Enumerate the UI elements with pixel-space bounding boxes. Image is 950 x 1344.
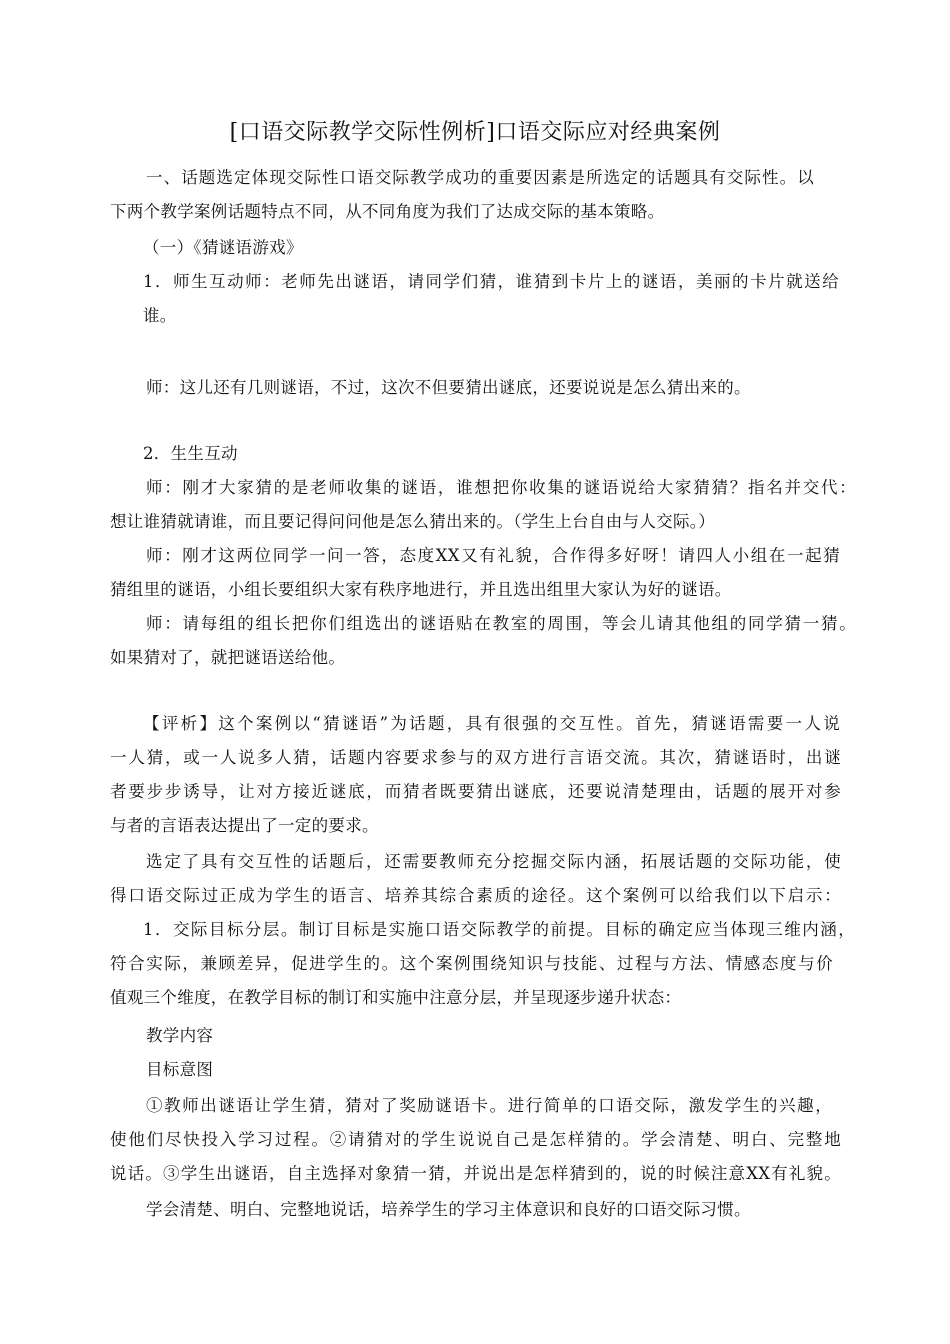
paragraph-line: 师：这儿还有几则谜语，不过，这次不但要猜出谜底，还要说说是怎么猜出来的。 bbox=[146, 378, 751, 397]
paragraph-line: 师：刚才这两位同学一问一答，态度XX又有礼貌，合作得多好呀！请四人小组在一起猜 bbox=[146, 546, 840, 565]
table-heading: 目标意图 bbox=[146, 1060, 214, 1079]
paragraph-line: 学会清楚、明白、完整地说话，培养学生的学习主体意识和良好的口语交际习惯。 bbox=[146, 1200, 751, 1219]
paragraph-line: 1．交际目标分层。制订目标是实施口语交际教学的前提。目标的确定应当体现三维内涵， bbox=[143, 920, 855, 939]
paragraph-line: 使他们尽快投入学习过程。②请猜对的学生说说自己是怎样猜的。学会清楚、明白、完整地 bbox=[110, 1130, 841, 1149]
paragraph-line: 值观三个维度，在教学目标的制订和实施中注意分层，并呈现逐步递升状态： bbox=[110, 988, 682, 1007]
paragraph-line: 师：请每组的组长把你们组选出的谜语贴在教室的周围，等会儿请其他组的同学猜一猜。 bbox=[146, 614, 856, 633]
paragraph-line: 【评析】这个案例以“猜谜语”为话题，具有很强的交互性。首先，猜谜语需要一人说 bbox=[143, 714, 840, 733]
paragraph-line: 选定了具有交互性的话题后，还需要教师充分挖掘交际内涵，拓展话题的交际功能，使 bbox=[146, 852, 841, 871]
paragraph-line: 与者的言语表达提出了一定的要求。 bbox=[110, 816, 379, 835]
paragraph-line: 想让谁猜就请谁，而且要记得问问他是怎么猜出来的。（学生上台自由与人交际。） bbox=[110, 512, 716, 531]
paragraph-line: 猜组里的谜语，小组长要组织大家有秩序地进行，并且选出组里大家认为好的谜语。 bbox=[110, 580, 732, 599]
paragraph-line: 得口语交际过正成为学生的语言、培养其综合素质的途径。这个案例可以给我们以下启示： bbox=[110, 886, 841, 905]
section-heading: （一）《猜谜语游戏》 bbox=[143, 238, 303, 257]
paragraph-line: 说话。③学生出谜语，自主选择对象猜一猜，并说出是怎样猜到的，说的时候注意XX有礼貌。 bbox=[110, 1164, 841, 1183]
paragraph-line: 下两个教学案例话题特点不同，从不同角度为我们了达成交际的基本策略。 bbox=[110, 202, 665, 221]
document-title: [口语交际教学交际性例析]口语交际应对经典案例 bbox=[229, 120, 721, 145]
paragraph-line: 者要步步诱导，让对方接近谜底，而猜者既要猜出谜底，还要说清楚理由，话题的展开对参 bbox=[110, 782, 841, 801]
paragraph-line: 师：刚才大家猜的是老师收集的谜语，谁想把你收集的谜语说给大家猜猜？指名并交代： bbox=[146, 478, 856, 497]
paragraph-line: 如果猜对了，就把谜语送给他。 bbox=[110, 648, 346, 667]
paragraph-line: 符合实际，兼顾差异，促进学生的。这个案例围绕知识与技能、过程与方法、情感态度与价 bbox=[110, 954, 833, 973]
paragraph-line: 一、话题选定体现交际性口语交际教学成功的重要因素是所选定的话题具有交际性。以 bbox=[146, 168, 814, 187]
paragraph-line: 1．师生互动师：老师先出谜语，请同学们猜，谁猜到卡片上的谜语，美丽的卡片就送给 bbox=[143, 272, 839, 291]
paragraph-line: ①教师出谜语让学生猜，猜对了奖励谜语卡。进行简单的口语交际，激发学生的兴趣， bbox=[146, 1096, 832, 1115]
table-heading: 教学内容 bbox=[146, 1026, 214, 1045]
paragraph-line: 谁。 bbox=[143, 306, 177, 325]
paragraph-line: 一人猜，或一人说多人猜，话题内容要求参与的双方进行言语交流。其次，猜谜语时，出谜 bbox=[110, 748, 841, 767]
section-heading: 2．生生互动 bbox=[143, 444, 238, 463]
